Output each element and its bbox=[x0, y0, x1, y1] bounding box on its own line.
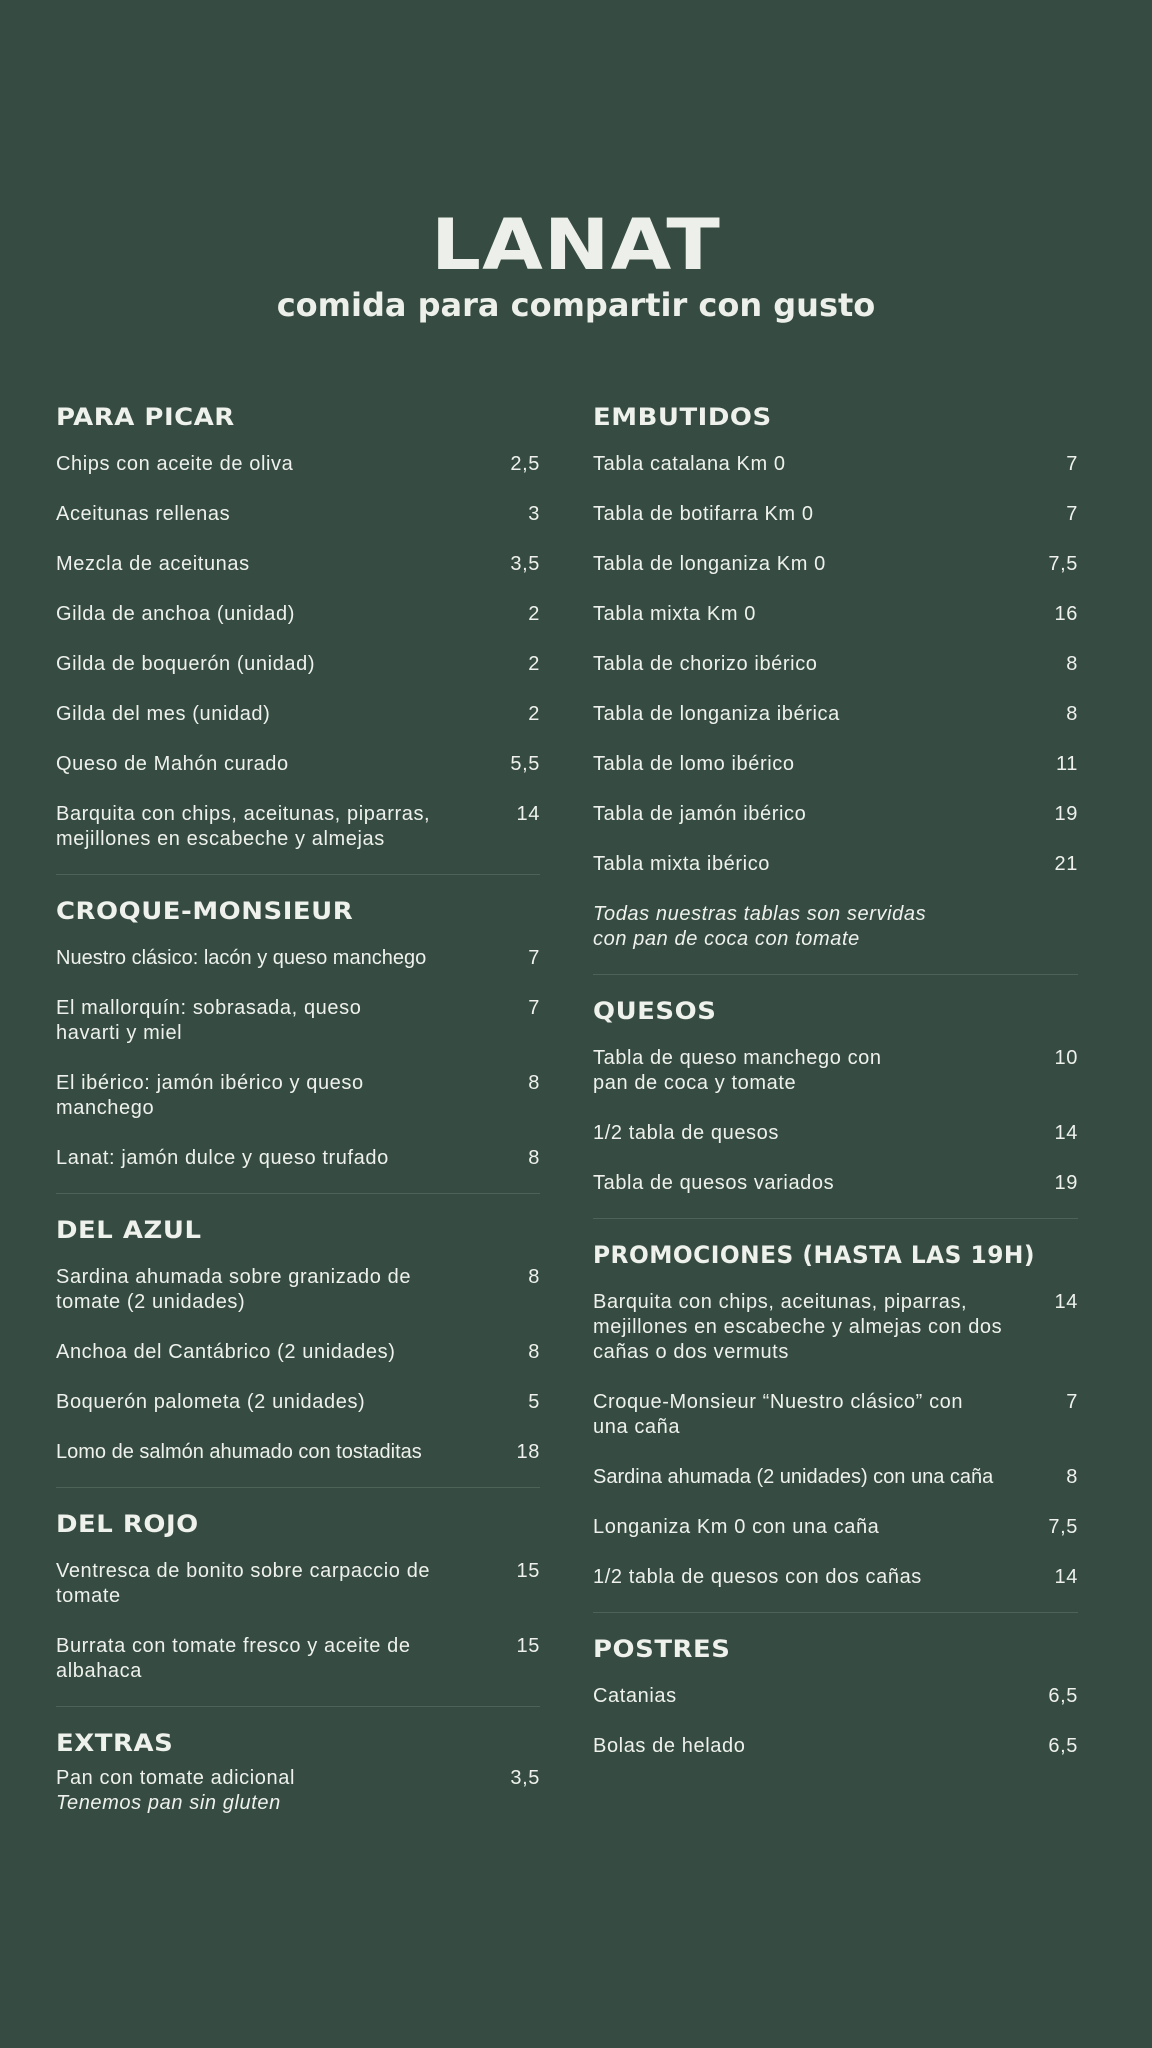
item-name: Sardina ahumada sobre granizado de tomate (2 unidades) bbox=[56, 1266, 412, 1313]
item-name: Pan con tomate adicional bbox=[56, 1767, 295, 1789]
section-para-picar bbox=[56, 400, 540, 875]
item-name: El ibérico: jamón ibérico y queso manchego bbox=[56, 1072, 364, 1119]
item-price: 14 bbox=[516, 803, 540, 825]
item-price: 18 bbox=[516, 1441, 540, 1463]
item-name: Ventresca de bonito sobre carpaccio de tomate bbox=[56, 1560, 431, 1607]
item-price: 15 bbox=[516, 1560, 540, 1582]
item-price: 3,5 bbox=[510, 553, 540, 575]
menu-item bbox=[56, 1340, 540, 1365]
menu-item bbox=[56, 1440, 540, 1465]
item-name: Longaniza Km 0 con una caña bbox=[593, 1516, 880, 1538]
item-price: 19 bbox=[1054, 803, 1078, 825]
item-name: 1/2 tabla de quesos con dos cañas bbox=[593, 1566, 922, 1588]
menu-item bbox=[56, 752, 540, 777]
section-note bbox=[593, 902, 1078, 952]
item-price: 14 bbox=[1054, 1291, 1078, 1313]
restaurant-name: LANAT bbox=[431, 204, 721, 286]
menu-item bbox=[56, 996, 540, 1046]
section-quesos bbox=[593, 994, 1078, 1219]
menu-item bbox=[593, 852, 1078, 877]
section-title: DEL AZUL bbox=[56, 1216, 202, 1244]
item-name: Sardina ahumada (2 unidades) con una caña bbox=[593, 1466, 994, 1488]
item-name: Nuestro clásico: lacón y queso manchego bbox=[56, 947, 427, 969]
menu-item bbox=[56, 652, 540, 677]
item-price: 14 bbox=[1054, 1122, 1078, 1144]
section-postres bbox=[593, 1632, 1078, 1781]
item-name: Mezcla de aceitunas bbox=[56, 553, 250, 575]
menu-item bbox=[56, 1634, 540, 1684]
item-price: 7,5 bbox=[1048, 1516, 1078, 1538]
item-name: Tabla de jamón ibérico bbox=[593, 803, 807, 825]
item-price: 7 bbox=[528, 997, 540, 1019]
menu-item bbox=[593, 1734, 1078, 1759]
item-name: Tabla de lomo ibérico bbox=[593, 753, 795, 775]
item-name: Gilda de anchoa (unidad) bbox=[56, 603, 295, 625]
menu-item bbox=[593, 552, 1078, 577]
item-name: Lanat: jamón dulce y queso trufado bbox=[56, 1147, 389, 1169]
item-price: 8 bbox=[1066, 1466, 1078, 1488]
item-price: 16 bbox=[1054, 603, 1078, 625]
menu-item bbox=[593, 1465, 1078, 1490]
menu-item bbox=[56, 452, 540, 477]
menu-header bbox=[0, 205, 1152, 325]
item-name: Queso de Mahón curado bbox=[56, 753, 289, 775]
item-name: Catanias bbox=[593, 1685, 677, 1707]
item-name: Barquita con chips, aceitunas, piparras, mejillones en escabeche y almejas con dos cañas o dos vermuts bbox=[593, 1291, 1003, 1363]
item-name: Barquita con chips, aceitunas, piparras, mejillones en escabeche y almejas bbox=[56, 803, 431, 850]
item-name-block bbox=[56, 1766, 295, 1816]
item-price: 7,5 bbox=[1048, 553, 1078, 575]
left-column bbox=[56, 400, 540, 1857]
section-del-rojo bbox=[56, 1507, 540, 1707]
section-embutidos bbox=[593, 400, 1078, 975]
menu-item bbox=[56, 946, 540, 971]
menu-item bbox=[593, 652, 1078, 677]
section-title: EMBUTIDOS bbox=[593, 403, 772, 431]
item-price: 19 bbox=[1054, 1172, 1078, 1194]
item-price: 8 bbox=[1066, 703, 1078, 725]
section-del-azul bbox=[56, 1213, 540, 1488]
menu-item bbox=[56, 1265, 540, 1315]
section-promociones bbox=[593, 1238, 1078, 1613]
item-name: Tabla mixta ibérico bbox=[593, 853, 771, 875]
item-price: 14 bbox=[1054, 1566, 1078, 1588]
item-name: El mallorquín: sobrasada, queso havarti y miel bbox=[56, 997, 362, 1044]
item-price: 7 bbox=[1066, 503, 1078, 525]
item-price: 11 bbox=[1056, 753, 1078, 775]
section-title: CROQUE-MONSIEUR bbox=[56, 897, 354, 925]
menu-item bbox=[56, 1146, 540, 1171]
item-price: 5,5 bbox=[510, 753, 540, 775]
menu-item bbox=[56, 602, 540, 627]
menu-item bbox=[56, 502, 540, 527]
item-name: Gilda de boquerón (unidad) bbox=[56, 653, 316, 675]
item-note: Tenemos pan sin gluten bbox=[56, 1792, 281, 1814]
note-line: Todas nuestras tablas son servidas bbox=[593, 903, 927, 925]
item-name: Gilda del mes (unidad) bbox=[56, 703, 271, 725]
item-price: 6,5 bbox=[1048, 1685, 1078, 1707]
section-title: POSTRES bbox=[593, 1635, 731, 1663]
menu-item bbox=[56, 1766, 540, 1816]
item-price: 15 bbox=[516, 1635, 540, 1657]
section-title: PROMOCIONES (HASTA LAS 19H) bbox=[593, 1241, 1035, 1269]
section-title: EXTRAS bbox=[56, 1729, 174, 1757]
section-extras bbox=[56, 1726, 540, 1838]
section-croque-monsieur bbox=[56, 894, 540, 1194]
item-name: 1/2 tabla de quesos bbox=[593, 1122, 779, 1144]
item-price: 8 bbox=[1066, 653, 1078, 675]
menu-item bbox=[593, 1515, 1078, 1540]
section-title: DEL ROJO bbox=[56, 1510, 199, 1538]
menu-item bbox=[593, 602, 1078, 627]
item-name: Boquerón palometa (2 unidades) bbox=[56, 1391, 366, 1413]
item-price: 7 bbox=[1066, 453, 1078, 475]
item-price: 7 bbox=[528, 947, 540, 969]
item-price: 7 bbox=[1066, 1391, 1078, 1413]
item-name: Tabla de chorizo ibérico bbox=[593, 653, 818, 675]
menu-item bbox=[593, 802, 1078, 827]
menu-item bbox=[593, 752, 1078, 777]
item-name: Tabla de quesos variados bbox=[593, 1172, 835, 1194]
item-price: 5 bbox=[528, 1391, 540, 1413]
menu-item bbox=[593, 702, 1078, 727]
item-name: Tabla mixta Km 0 bbox=[593, 603, 756, 625]
section-title: QUESOS bbox=[593, 997, 717, 1025]
menu-item bbox=[593, 452, 1078, 477]
menu-item bbox=[593, 1171, 1078, 1196]
menu-item bbox=[593, 1565, 1078, 1590]
restaurant-tagline: comida para compartir con gusto bbox=[276, 286, 876, 324]
item-price: 8 bbox=[528, 1147, 540, 1169]
item-price: 8 bbox=[528, 1072, 540, 1094]
menu-item bbox=[56, 802, 540, 852]
item-name: Bolas de helado bbox=[593, 1735, 746, 1757]
right-column bbox=[593, 400, 1078, 1800]
item-price: 3,5 bbox=[510, 1767, 540, 1789]
item-name: Tabla de longaniza ibérica bbox=[593, 703, 840, 725]
item-name: Chips con aceite de oliva bbox=[56, 453, 294, 475]
item-name: Lomo de salmón ahumado con tostaditas bbox=[56, 1441, 422, 1463]
item-name: Croque-Monsieur “Nuestro clásico” con una caña bbox=[593, 1391, 964, 1438]
item-price: 3 bbox=[528, 503, 540, 525]
item-price: 2 bbox=[528, 653, 540, 675]
item-price: 2,5 bbox=[510, 453, 540, 475]
section-title: PARA PICAR bbox=[56, 403, 235, 431]
menu-item bbox=[593, 1684, 1078, 1709]
item-price: 2 bbox=[528, 603, 540, 625]
item-name: Tabla catalana Km 0 bbox=[593, 453, 786, 475]
item-price: 8 bbox=[528, 1341, 540, 1363]
menu-item bbox=[56, 552, 540, 577]
item-name: Anchoa del Cantábrico (2 unidades) bbox=[56, 1341, 396, 1363]
item-price: 8 bbox=[528, 1266, 540, 1288]
item-price: 6,5 bbox=[1048, 1735, 1078, 1757]
item-name: Tabla de longaniza Km 0 bbox=[593, 553, 826, 575]
menu-item bbox=[56, 1390, 540, 1415]
menu-item bbox=[593, 1290, 1078, 1365]
menu-item bbox=[56, 1071, 540, 1121]
note-line: con pan de coca con tomate bbox=[593, 928, 860, 950]
menu-item bbox=[56, 1559, 540, 1609]
menu-item bbox=[593, 1390, 1078, 1440]
menu-item bbox=[593, 1046, 1078, 1096]
menu-item bbox=[593, 502, 1078, 527]
item-name: Burrata con tomate fresco y aceite de albahaca bbox=[56, 1635, 411, 1682]
item-price: 21 bbox=[1054, 853, 1078, 875]
item-name: Aceitunas rellenas bbox=[56, 503, 231, 525]
item-name: Tabla de botifarra Km 0 bbox=[593, 503, 814, 525]
item-price: 10 bbox=[1054, 1047, 1078, 1069]
menu-item bbox=[56, 702, 540, 727]
menu-item bbox=[593, 1121, 1078, 1146]
item-price: 2 bbox=[528, 703, 540, 725]
item-name: Tabla de queso manchego con pan de coca y tomate bbox=[593, 1047, 882, 1094]
